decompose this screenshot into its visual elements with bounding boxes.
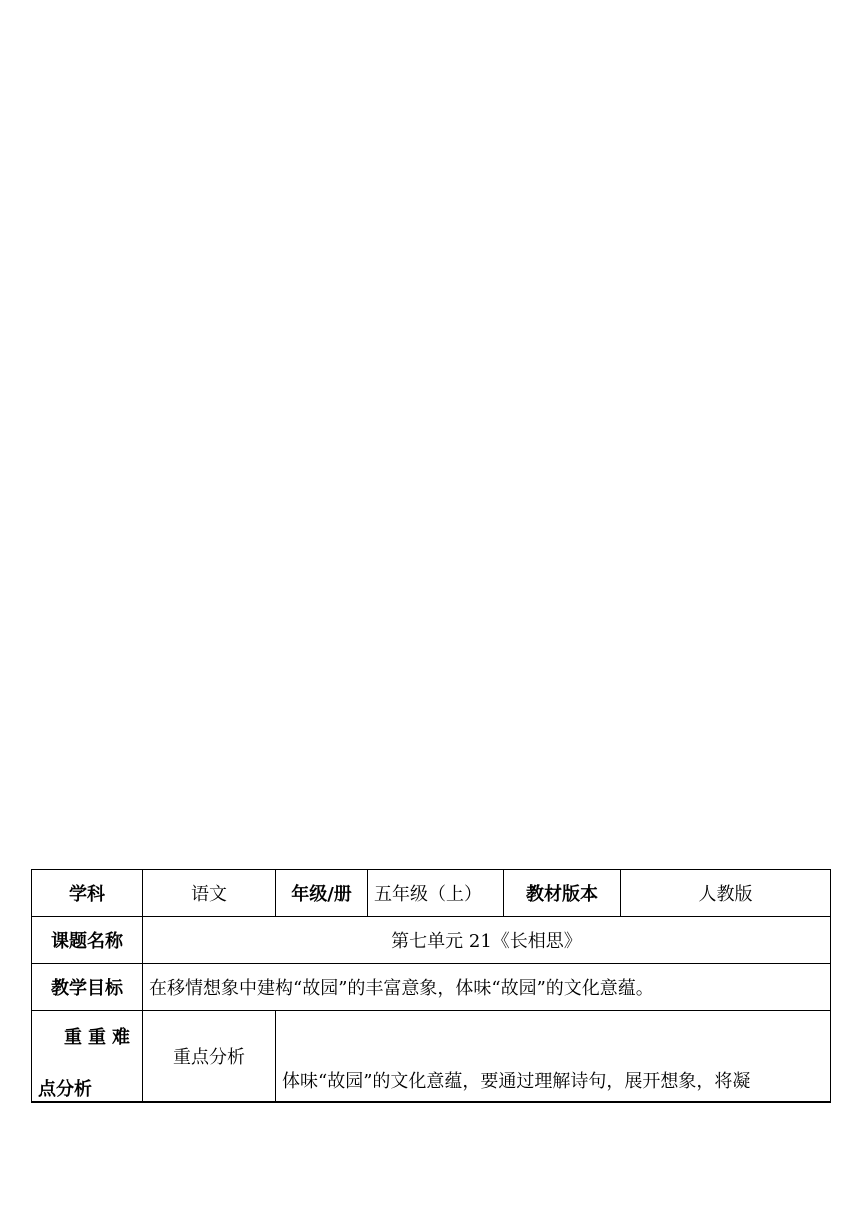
table-row [32, 870, 831, 917]
difficulty-analysis-label [32, 1011, 143, 1103]
lesson-info-table [31, 869, 831, 1103]
subject-value: 语文 [143, 870, 276, 917]
difficulty-label-line2: 点分析 [38, 1079, 92, 1100]
teaching-goal-label: 教学目标 [32, 964, 143, 1011]
lesson-title-value: 第七单元 21《长相思》 [143, 917, 831, 964]
subject-label: 学科 [32, 870, 143, 917]
table-row [32, 1011, 831, 1103]
lesson-title-label: 课题名称 [32, 917, 143, 964]
lesson-plan-sheet [31, 869, 830, 1102]
grade-value: 五年级（上） [368, 870, 504, 917]
table-row [32, 964, 831, 1011]
teaching-goal-value: 在移情想象中建构“故园”的丰富意象，体味“故园”的文化意蕴。 [143, 964, 831, 1011]
grade-label: 年级/册 [276, 870, 368, 917]
edition-value: 人教版 [621, 870, 831, 917]
table-row [32, 917, 831, 964]
difficulty-label-line1: 重重难 [64, 1027, 136, 1048]
focus-analysis-label: 重点分析 [143, 1011, 276, 1103]
edition-label: 教材版本 [504, 870, 621, 917]
focus-analysis-value: 体味“故园”的文化意蕴，要通过理解诗句，展开想象，将凝 [276, 1011, 831, 1103]
